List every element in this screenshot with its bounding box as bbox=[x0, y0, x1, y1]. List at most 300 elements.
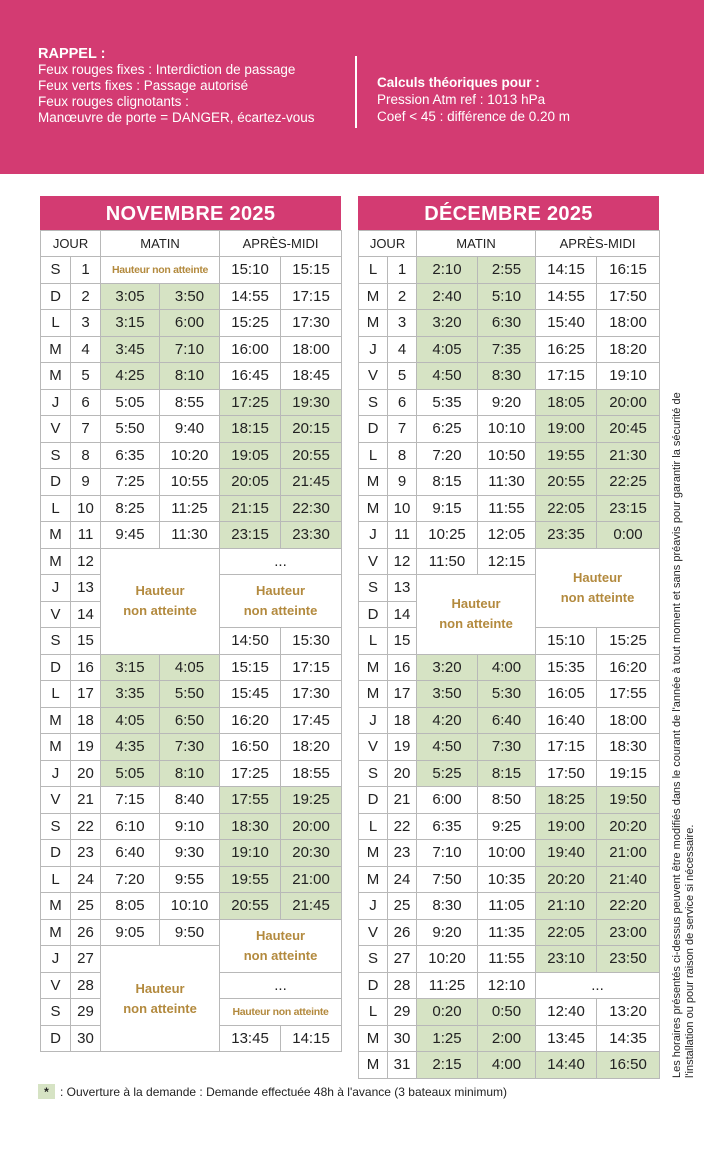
morning-open: 6:25 bbox=[417, 416, 478, 443]
day-number: 17 bbox=[388, 681, 417, 708]
afternoon-open: 19:00 bbox=[536, 416, 597, 443]
day-letter: J bbox=[359, 336, 388, 363]
afternoon-close: 20:15 bbox=[281, 416, 342, 443]
day-number: 19 bbox=[388, 734, 417, 761]
afternoon-open: 15:40 bbox=[536, 310, 597, 337]
afternoon-close: 20:30 bbox=[281, 840, 342, 867]
day-number: 26 bbox=[388, 919, 417, 946]
day-letter: M bbox=[41, 893, 71, 920]
morning-close: 12:05 bbox=[478, 522, 536, 549]
day-number: 11 bbox=[388, 522, 417, 549]
day-letter: V bbox=[41, 601, 71, 628]
day-letter: J bbox=[41, 389, 71, 416]
hauteur-line: non atteinte bbox=[243, 947, 318, 963]
morning-close: 2:00 bbox=[478, 1025, 536, 1052]
morning-open: 3:20 bbox=[417, 310, 478, 337]
day-letter: L bbox=[359, 257, 388, 284]
day-number: 14 bbox=[71, 601, 101, 628]
table-row bbox=[41, 654, 342, 681]
hauteur-non-atteinte: Hauteur non atteinte bbox=[101, 257, 220, 284]
afternoon-open: 18:15 bbox=[220, 416, 281, 443]
afternoon-open: 16:45 bbox=[220, 363, 281, 390]
afternoon-close: 14:15 bbox=[281, 1025, 342, 1052]
morning-open: 5:25 bbox=[417, 760, 478, 787]
table-row bbox=[359, 1052, 660, 1079]
november-calendar bbox=[40, 196, 341, 1052]
day-letter: D bbox=[41, 283, 71, 310]
day-number: 5 bbox=[71, 363, 101, 390]
day-letter: M bbox=[41, 734, 71, 761]
day-letter: L bbox=[41, 495, 71, 522]
day-number: 27 bbox=[71, 946, 101, 973]
day-number: 29 bbox=[71, 999, 101, 1026]
table-row bbox=[359, 999, 660, 1026]
table-row bbox=[359, 681, 660, 708]
afternoon-close: 15:30 bbox=[281, 628, 342, 655]
month-title: NOVEMBRE 2025 bbox=[40, 196, 341, 230]
afternoon-close: 20:00 bbox=[281, 813, 342, 840]
afternoon-close: 17:50 bbox=[597, 283, 660, 310]
day-letter: M bbox=[41, 522, 71, 549]
day-letter: J bbox=[359, 893, 388, 920]
morning-open: 8:05 bbox=[101, 893, 160, 920]
table-row bbox=[41, 760, 342, 787]
month-title: DÉCEMBRE 2025 bbox=[358, 196, 659, 230]
afternoon-close: 17:45 bbox=[281, 707, 342, 734]
morning-close: 8:30 bbox=[478, 363, 536, 390]
day-number: 13 bbox=[71, 575, 101, 602]
table-row bbox=[359, 416, 660, 443]
table-row bbox=[41, 310, 342, 337]
morning-close: 12:15 bbox=[478, 548, 536, 575]
morning-open: 0:20 bbox=[417, 999, 478, 1026]
table-row bbox=[359, 389, 660, 416]
afternoon-open: 19:55 bbox=[536, 442, 597, 469]
day-number: 20 bbox=[71, 760, 101, 787]
afternoon-close: 23:30 bbox=[281, 522, 342, 549]
hauteur-line: Hauteur bbox=[255, 583, 306, 598]
day-number: 13 bbox=[388, 575, 417, 602]
day-letter: S bbox=[41, 999, 71, 1026]
afternoon-close: 19:50 bbox=[597, 787, 660, 814]
table-row bbox=[359, 919, 660, 946]
rappel-line: Manœuvre de porte = DANGER, écartez-vous bbox=[38, 110, 315, 125]
morning-close: 9:10 bbox=[160, 813, 220, 840]
day-letter: M bbox=[359, 310, 388, 337]
morning-open: 4:50 bbox=[417, 363, 478, 390]
table-row bbox=[41, 919, 342, 946]
morning-close: 10:10 bbox=[160, 893, 220, 920]
afternoon-close: 14:35 bbox=[597, 1025, 660, 1052]
morning-close: 11:35 bbox=[478, 919, 536, 946]
day-number: 16 bbox=[388, 654, 417, 681]
day-letter: M bbox=[359, 495, 388, 522]
hauteur-non-atteinte bbox=[220, 575, 342, 628]
table-row bbox=[359, 283, 660, 310]
header-apres-midi: APRÈS-MIDI bbox=[536, 231, 660, 257]
day-number: 23 bbox=[71, 840, 101, 867]
morning-open: 6:00 bbox=[417, 787, 478, 814]
calc-block bbox=[377, 74, 570, 125]
day-number: 1 bbox=[388, 257, 417, 284]
afternoon-close: 23:50 bbox=[597, 946, 660, 973]
day-letter: D bbox=[359, 416, 388, 443]
day-letter: M bbox=[41, 336, 71, 363]
afternoon-close: 13:20 bbox=[597, 999, 660, 1026]
ellipsis: ... bbox=[536, 972, 660, 999]
afternoon-open: 12:40 bbox=[536, 999, 597, 1026]
morning-open: 2:15 bbox=[417, 1052, 478, 1079]
day-number: 15 bbox=[71, 628, 101, 655]
morning-open: 3:50 bbox=[417, 681, 478, 708]
morning-open: 3:35 bbox=[101, 681, 160, 708]
calc-line: Coef < 45 : différence de 0.20 m bbox=[377, 109, 571, 124]
morning-close: 4:00 bbox=[478, 1052, 536, 1079]
table-row bbox=[359, 893, 660, 920]
day-letter: J bbox=[41, 760, 71, 787]
morning-open: 3:15 bbox=[101, 310, 160, 337]
day-letter: S bbox=[41, 628, 71, 655]
morning-open: 7:50 bbox=[417, 866, 478, 893]
morning-close: 10:50 bbox=[478, 442, 536, 469]
side-note bbox=[671, 370, 696, 1078]
afternoon-close: 18:20 bbox=[597, 336, 660, 363]
morning-close: 11:30 bbox=[478, 469, 536, 496]
table-row bbox=[359, 866, 660, 893]
morning-close: 8:50 bbox=[478, 787, 536, 814]
morning-open: 5:05 bbox=[101, 389, 160, 416]
day-letter: L bbox=[41, 310, 71, 337]
table-row bbox=[41, 336, 342, 363]
day-letter: S bbox=[41, 813, 71, 840]
day-letter: S bbox=[359, 760, 388, 787]
morning-open: 11:50 bbox=[417, 548, 478, 575]
afternoon-open: 19:55 bbox=[220, 866, 281, 893]
morning-close: 9:40 bbox=[160, 416, 220, 443]
rappel-line: Feux rouges clignotants : bbox=[38, 94, 189, 109]
morning-open: 9:20 bbox=[417, 919, 478, 946]
morning-close: 5:30 bbox=[478, 681, 536, 708]
day-letter: L bbox=[41, 681, 71, 708]
afternoon-close: 0:00 bbox=[597, 522, 660, 549]
morning-close: 3:50 bbox=[160, 283, 220, 310]
table-row bbox=[41, 363, 342, 390]
morning-open: 5:35 bbox=[417, 389, 478, 416]
day-letter: V bbox=[359, 363, 388, 390]
day-number: 18 bbox=[388, 707, 417, 734]
day-number: 3 bbox=[71, 310, 101, 337]
banner-divider bbox=[355, 56, 357, 128]
table-row bbox=[359, 310, 660, 337]
afternoon-open: 17:25 bbox=[220, 389, 281, 416]
day-letter: V bbox=[359, 734, 388, 761]
day-number: 21 bbox=[71, 787, 101, 814]
header-banner bbox=[0, 0, 704, 174]
afternoon-close: 18:00 bbox=[597, 310, 660, 337]
day-number: 24 bbox=[71, 866, 101, 893]
afternoon-open: 14:15 bbox=[536, 257, 597, 284]
morning-open: 3:15 bbox=[101, 654, 160, 681]
day-number: 4 bbox=[388, 336, 417, 363]
afternoon-close: 18:00 bbox=[597, 707, 660, 734]
afternoon-close: 23:15 bbox=[597, 495, 660, 522]
header-matin: MATIN bbox=[101, 231, 220, 257]
morning-close: 4:05 bbox=[160, 654, 220, 681]
afternoon-open: 20:55 bbox=[536, 469, 597, 496]
afternoon-open: 23:10 bbox=[536, 946, 597, 973]
afternoon-open: 18:30 bbox=[220, 813, 281, 840]
afternoon-open: 15:25 bbox=[220, 310, 281, 337]
day-letter: M bbox=[359, 866, 388, 893]
morning-close: 6:00 bbox=[160, 310, 220, 337]
afternoon-open: 14:50 bbox=[220, 628, 281, 655]
morning-open: 4:05 bbox=[417, 336, 478, 363]
morning-close: 5:10 bbox=[478, 283, 536, 310]
day-number: 20 bbox=[388, 760, 417, 787]
afternoon-open: 16:50 bbox=[220, 734, 281, 761]
morning-close: 7:35 bbox=[478, 336, 536, 363]
morning-close: 8:55 bbox=[160, 389, 220, 416]
day-letter: M bbox=[359, 469, 388, 496]
morning-open: 5:50 bbox=[101, 416, 160, 443]
afternoon-open: 17:15 bbox=[536, 734, 597, 761]
day-letter: D bbox=[41, 1025, 71, 1052]
table-row bbox=[41, 495, 342, 522]
table-row bbox=[359, 522, 660, 549]
morning-open: 7:10 bbox=[417, 840, 478, 867]
morning-close: 9:30 bbox=[160, 840, 220, 867]
hauteur-line: Hauteur bbox=[451, 596, 501, 612]
header-jour: JOUR bbox=[359, 231, 417, 257]
morning-open: 10:25 bbox=[417, 522, 478, 549]
day-letter: V bbox=[41, 972, 71, 999]
afternoon-open: 15:10 bbox=[220, 257, 281, 284]
day-letter: M bbox=[359, 840, 388, 867]
afternoon-open: 15:10 bbox=[536, 628, 597, 655]
morning-close: 0:50 bbox=[478, 999, 536, 1026]
day-number: 9 bbox=[71, 469, 101, 496]
footnote-text: : Ouverture à la demande : Demande effectuée 48h à l'avance (3 bateaux minimum) bbox=[60, 1084, 507, 1099]
day-number: 1 bbox=[71, 257, 101, 284]
afternoon-close: 15:25 bbox=[597, 628, 660, 655]
morning-close: 2:55 bbox=[478, 257, 536, 284]
afternoon-open: 20:20 bbox=[536, 866, 597, 893]
day-letter: S bbox=[359, 946, 388, 973]
hauteur-non-atteinte bbox=[417, 575, 536, 655]
afternoon-open: 14:40 bbox=[536, 1052, 597, 1079]
rappel-block bbox=[38, 46, 314, 126]
morning-open: 4:25 bbox=[101, 363, 160, 390]
afternoon-open: 22:05 bbox=[536, 919, 597, 946]
hauteur-line: non atteinte bbox=[123, 1000, 197, 1016]
day-letter: D bbox=[359, 972, 388, 999]
table-row bbox=[359, 1025, 660, 1052]
footnote bbox=[38, 1084, 507, 1099]
afternoon-close: 19:10 bbox=[597, 363, 660, 390]
table-row bbox=[359, 972, 660, 999]
day-letter: V bbox=[41, 416, 71, 443]
table-row bbox=[41, 416, 342, 443]
morning-close: 6:30 bbox=[478, 310, 536, 337]
day-number: 3 bbox=[388, 310, 417, 337]
afternoon-close: 21:45 bbox=[281, 893, 342, 920]
day-number: 22 bbox=[71, 813, 101, 840]
afternoon-close: 16:15 bbox=[597, 257, 660, 284]
day-letter: M bbox=[359, 1052, 388, 1079]
morning-open: 9:15 bbox=[417, 495, 478, 522]
hauteur-non-atteinte bbox=[536, 548, 660, 628]
afternoon-open: 17:15 bbox=[536, 363, 597, 390]
morning-close: 9:55 bbox=[160, 866, 220, 893]
afternoon-open: 17:50 bbox=[536, 760, 597, 787]
day-letter: V bbox=[359, 919, 388, 946]
day-number: 7 bbox=[388, 416, 417, 443]
hauteur-line: non atteinte bbox=[243, 603, 318, 618]
day-number: 6 bbox=[388, 389, 417, 416]
afternoon-open: 21:15 bbox=[220, 495, 281, 522]
november-rows bbox=[41, 257, 342, 1052]
hauteur-line: non atteinte bbox=[560, 589, 635, 605]
table-row bbox=[41, 707, 342, 734]
afternoon-open: 15:35 bbox=[536, 654, 597, 681]
afternoon-close: 18:55 bbox=[281, 760, 342, 787]
day-letter: L bbox=[359, 813, 388, 840]
ellipsis: ... bbox=[220, 972, 342, 999]
morning-open: 5:05 bbox=[101, 760, 160, 787]
table-row bbox=[359, 257, 660, 284]
day-letter: J bbox=[41, 575, 71, 602]
afternoon-close: 17:30 bbox=[281, 310, 342, 337]
hauteur-non-atteinte bbox=[101, 946, 220, 1052]
morning-close: 10:55 bbox=[160, 469, 220, 496]
morning-close: 11:05 bbox=[478, 893, 536, 920]
day-letter: V bbox=[359, 548, 388, 575]
morning-open: 7:25 bbox=[101, 469, 160, 496]
hauteur-non-atteinte bbox=[101, 548, 220, 654]
afternoon-close: 18:45 bbox=[281, 363, 342, 390]
afternoon-close: 19:30 bbox=[281, 389, 342, 416]
day-number: 29 bbox=[388, 999, 417, 1026]
table-row bbox=[359, 654, 660, 681]
day-number: 17 bbox=[71, 681, 101, 708]
table-row bbox=[41, 840, 342, 867]
day-letter: V bbox=[41, 787, 71, 814]
morning-open: 3:05 bbox=[101, 283, 160, 310]
afternoon-open: 18:25 bbox=[536, 787, 597, 814]
day-letter: M bbox=[359, 654, 388, 681]
day-letter: S bbox=[41, 442, 71, 469]
morning-open: 6:10 bbox=[101, 813, 160, 840]
on-demand-star: * bbox=[38, 1084, 55, 1099]
day-number: 5 bbox=[388, 363, 417, 390]
morning-close: 10:35 bbox=[478, 866, 536, 893]
morning-close: 8:10 bbox=[160, 760, 220, 787]
morning-close: 7:30 bbox=[160, 734, 220, 761]
day-letter: J bbox=[41, 946, 71, 973]
afternoon-open: 17:25 bbox=[220, 760, 281, 787]
morning-close: 8:10 bbox=[160, 363, 220, 390]
hauteur-line: Hauteur bbox=[255, 927, 306, 943]
day-number: 19 bbox=[71, 734, 101, 761]
morning-close: 11:25 bbox=[160, 495, 220, 522]
day-number: 14 bbox=[388, 601, 417, 628]
calc-line: Pression Atm ref : 1013 hPa bbox=[377, 92, 546, 107]
day-number: 15 bbox=[388, 628, 417, 655]
morning-close: 7:30 bbox=[478, 734, 536, 761]
morning-open: 10:20 bbox=[417, 946, 478, 973]
schedule-table bbox=[358, 230, 660, 1079]
morning-close: 11:55 bbox=[478, 495, 536, 522]
afternoon-close: 19:25 bbox=[281, 787, 342, 814]
afternoon-open: 13:45 bbox=[536, 1025, 597, 1052]
day-number: 24 bbox=[388, 866, 417, 893]
day-letter: M bbox=[41, 548, 71, 575]
afternoon-close: 21:40 bbox=[597, 866, 660, 893]
hauteur-line: Hauteur bbox=[135, 980, 185, 996]
day-number: 12 bbox=[388, 548, 417, 575]
afternoon-close: 15:15 bbox=[281, 257, 342, 284]
morning-open: 1:25 bbox=[417, 1025, 478, 1052]
afternoon-open: 16:25 bbox=[536, 336, 597, 363]
afternoon-close: 22:20 bbox=[597, 893, 660, 920]
day-letter: M bbox=[359, 1025, 388, 1052]
afternoon-open: 13:45 bbox=[220, 1025, 281, 1052]
hauteur-line: non atteinte bbox=[439, 616, 513, 632]
table-row bbox=[359, 495, 660, 522]
rappel-line: Feux verts fixes : Passage autorisé bbox=[38, 78, 249, 93]
afternoon-close: 23:00 bbox=[597, 919, 660, 946]
day-number: 27 bbox=[388, 946, 417, 973]
day-number: 2 bbox=[71, 283, 101, 310]
ellipsis: ... bbox=[220, 548, 342, 575]
afternoon-open: 23:15 bbox=[220, 522, 281, 549]
rappel-line: Feux rouges fixes : Interdiction de passage bbox=[38, 62, 296, 77]
table-row bbox=[41, 866, 342, 893]
day-number: 8 bbox=[71, 442, 101, 469]
day-number: 16 bbox=[71, 654, 101, 681]
morning-close: 5:50 bbox=[160, 681, 220, 708]
day-number: 28 bbox=[71, 972, 101, 999]
afternoon-close: 16:50 bbox=[597, 1052, 660, 1079]
day-number: 26 bbox=[71, 919, 101, 946]
day-letter: L bbox=[359, 999, 388, 1026]
morning-open: 7:20 bbox=[417, 442, 478, 469]
morning-open: 3:45 bbox=[101, 336, 160, 363]
morning-close: 9:25 bbox=[478, 813, 536, 840]
table-row bbox=[41, 522, 342, 549]
morning-open: 7:20 bbox=[101, 866, 160, 893]
schedule-table bbox=[40, 230, 342, 1052]
table-row bbox=[41, 469, 342, 496]
afternoon-close: 17:55 bbox=[597, 681, 660, 708]
day-number: 25 bbox=[71, 893, 101, 920]
table-row bbox=[41, 813, 342, 840]
table-row bbox=[359, 469, 660, 496]
day-number: 30 bbox=[71, 1025, 101, 1052]
day-letter: L bbox=[359, 628, 388, 655]
day-number: 11 bbox=[71, 522, 101, 549]
afternoon-open: 19:05 bbox=[220, 442, 281, 469]
morning-open: 8:30 bbox=[417, 893, 478, 920]
afternoon-close: 17:15 bbox=[281, 654, 342, 681]
morning-close: 10:10 bbox=[478, 416, 536, 443]
afternoon-open: 14:55 bbox=[536, 283, 597, 310]
morning-open: 4:20 bbox=[417, 707, 478, 734]
afternoon-close: 22:30 bbox=[281, 495, 342, 522]
afternoon-open: 16:20 bbox=[220, 707, 281, 734]
morning-close: 4:00 bbox=[478, 654, 536, 681]
morning-close: 8:40 bbox=[160, 787, 220, 814]
